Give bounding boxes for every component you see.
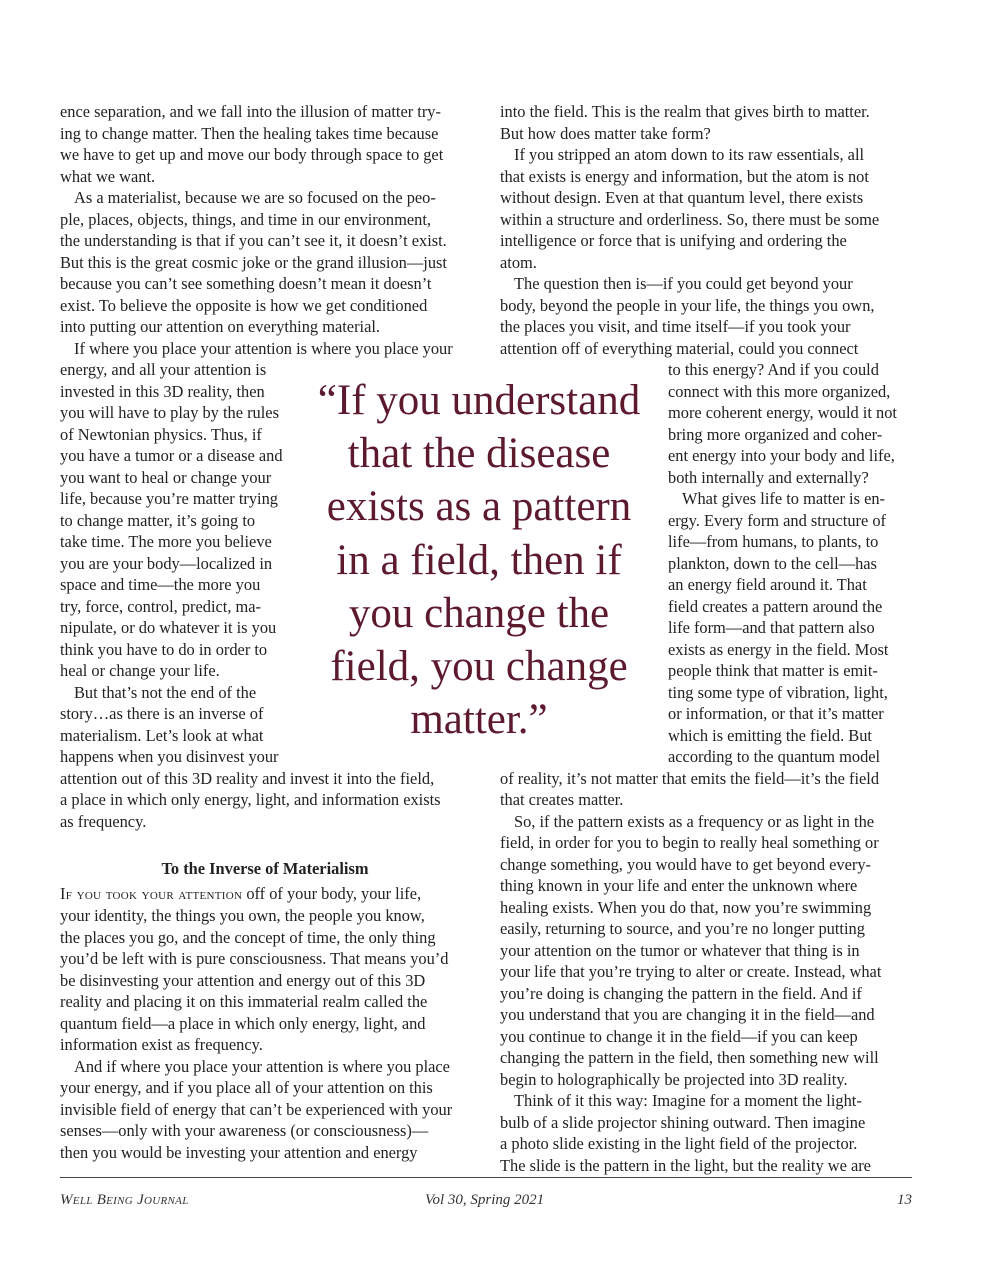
text-line: space and time—the more you [60,575,261,594]
pull-quote-line: exists as a pattern [326,483,632,531]
text-line: materialism. Let’s look at what [60,725,264,745]
text-line: ergy. Every form and structure of [668,510,887,530]
text-line: to change matter, it’s going to [60,510,256,530]
section-first-line [60,883,421,905]
text-line: attention out of this 3D reality and invest it into the field, [60,768,435,788]
pull-quote-line: in a field, then if [336,536,622,584]
text-line: ting some type of vibration, light, [668,682,888,702]
pull-quote-line: that the disease [347,430,611,478]
text-line: you want to heal or change your [60,467,272,487]
text-line: changing the pattern in the field, then something new will [500,1048,879,1067]
text-line: people think that matter is emit- [668,661,878,680]
text-line: then you would be investing your attention and energy [60,1142,418,1162]
text-line: ing to change matter. Then the healing takes time because [60,123,439,143]
issue-info: Vol 30, Spring 2021 [425,1192,545,1208]
text-line: you’d be left with is pure consciousness. That means you’d [60,949,449,968]
text-line: your attention on the tumor or whatever that thing is in [500,940,860,960]
text-line: What gives life to matter is en- [682,489,885,508]
text-line: what we want. [60,166,156,186]
text-line: a photo slide existing in the light field of the projector. [500,1134,858,1153]
text-line: heal or change your life. [60,661,220,680]
text-line: So, if the pattern exists as a frequency or as light in the [514,811,875,831]
text-line: begin to holographically be projected into 3D reality. [500,1069,848,1089]
text-line: without design. Even at that quantum level, there exists [500,188,864,207]
text-line: story…as there is an inverse of [60,704,264,723]
text-line: body, beyond the people in your life, the things you own, [500,295,875,315]
pull-quote-line: “If you understand [317,377,641,424]
text-line: take time. The more you believe [60,532,272,551]
text-line: you’re doing is changing the pattern in the field. And if [500,983,862,1003]
text-line: into putting our attention on everything material. [60,317,381,336]
text-line: easily, returning to source, and you’re no longer putting [500,919,865,938]
text-line: both internally and externally? [668,467,869,487]
text-line: invisible field of energy that can’t be experienced with your [60,1099,453,1119]
text-line: The slide is the pattern in the light, but the reality we are [500,1155,871,1175]
text-line: the understanding is that if you can’t see it, it doesn’t exist. [60,231,447,250]
text-line: bring more organized and coher- [668,424,883,444]
page-number: 13 [897,1192,912,1208]
text-line: But that’s not the end of the [74,682,257,702]
text-line: happens when you disinvest your [60,747,279,766]
text-line: of reality, it’s not matter that emits the field—it’s the field [500,768,880,788]
pull-quote-line: field, you change [330,643,628,691]
text-line: healing exists. When you do that, now you’re swimming [500,897,872,917]
text-line: ple, places, objects, things, and time in our environment, [60,209,431,229]
section-subheading: To the Inverse of Materialism [161,859,369,878]
text-line: change something, you would have to get beyond every- [500,854,871,874]
text-line: But how does matter take form? [500,123,711,143]
text-line: field creates a pattern around the [668,596,883,616]
text-line: ence separation, and we fall into the illusion of matter try- [60,102,441,121]
text-line: think you have to do in order to [60,639,268,659]
text-line: that creates matter. [500,790,624,809]
text-line: be disinvesting your attention and energy out of this 3D [60,970,426,990]
text-line: plankton, down to the cell—has [668,553,877,573]
text-line: life, because you’re matter trying [60,489,278,508]
text-line: exists as energy in the field. Most [668,639,889,659]
text-line: information exist as frequency. [60,1035,263,1054]
text-line: the places you go, and the concept of time, the only thing [60,927,436,947]
text-line: bulb of a slide projector shining outward. Then imagine [500,1112,866,1132]
text-line: an energy field around it. That [668,575,867,594]
text-line: life—from humans, to plants, to [668,532,879,551]
text-line: ent energy into your body and life, [668,446,895,465]
text-line: your identity, the things you own, the people you know, [60,906,425,925]
text-line: Think of it this way: Imagine for a moment the light- [514,1091,862,1110]
text-line: as frequency. [60,811,147,831]
text-line: But this is the great cosmic joke or the grand illusion—just [60,252,447,272]
journal-name: Well Being Journal [60,1192,189,1208]
text-line: senses—only with your awareness (or consciousness)— [60,1121,429,1140]
text-line: your life that you’re trying to alter or create. Instead, what [500,962,882,981]
text-line: to this energy? And if you could [668,360,879,379]
text-line: according to the quantum model [668,747,881,766]
text-line: try, force, control, predict, ma- [60,596,262,616]
text-line: energy, and all your attention is [60,360,267,379]
text-line: of Newtonian physics. Thus, if [60,424,262,444]
text-line: quantum field—a place in which only energy, light, and [60,1013,426,1033]
text-line: a place in which only energy, light, and information exists [60,790,441,809]
text-line: that exists is energy and information, but the atom is not [500,166,869,186]
text-line: life form—and that pattern also [668,618,875,637]
text-line: intelligence or force that is unifying and ordering the [500,231,847,250]
text-line: you understand that you are changing it in the field—and [500,1005,875,1024]
pull-quote-line: matter.” [410,696,548,744]
text-line: exist. To believe the opposite is how we get conditioned [60,295,428,315]
text-line: As a materialist, because we are so focused on the peo- [74,188,436,207]
text-line: atom. [500,252,537,272]
text-line: And if where you place your attention is where you place [74,1056,450,1076]
text-line: the places you visit, and time itself—if you took your [500,317,851,336]
text-line: more coherent energy, would it not [668,403,897,422]
text-line: within a structure and orderliness. So, there must be some [500,209,880,229]
text-line: nipulate, or do whatever it is you [60,618,277,637]
text-line: you have a tumor or a disease and [60,446,283,465]
text-line: into the field. This is the realm that gives birth to matter. [500,102,870,121]
text-line: you will have to play by the rules [60,403,279,422]
text-line: thing known in your life and enter the unknown where [500,876,858,895]
text-line: attention off of everything material, could you connect [500,338,859,358]
text-line: we have to get up and move our body through space to get [60,145,444,164]
text-line: reality and placing it on this immaterial realm called the [60,992,428,1011]
text-line: If you stripped an atom down to its raw essentials, all [514,145,865,164]
text-line: connect with this more organized, [668,381,891,401]
text-line: or information, or that it’s matter [668,704,884,723]
pull-quote-line: you change the [348,589,610,637]
small-caps-lead-in: If you took your attention [60,884,243,903]
text-line: If where you place your attention is where you place your [74,338,453,358]
text-line: you continue to change it in the field—if you can keep [500,1026,858,1046]
text-line: The question then is—if you could get beyond your [514,274,853,293]
text-line: field, in order for you to begin to really heal something or [500,833,879,852]
footer-rule [60,1177,912,1178]
text-line: you are your body—localized in [60,553,273,573]
pull-quote [300,374,658,746]
first-line-rest: off of your body, your life, [242,884,422,903]
text-line: invested in this 3D reality, then [60,381,265,401]
text-line: which is emitting the field. But [668,725,872,745]
text-line: your energy, and if you place all of your attention on this [60,1078,433,1097]
text-line: because you can’t see something doesn’t mean it doesn’t [60,274,432,293]
